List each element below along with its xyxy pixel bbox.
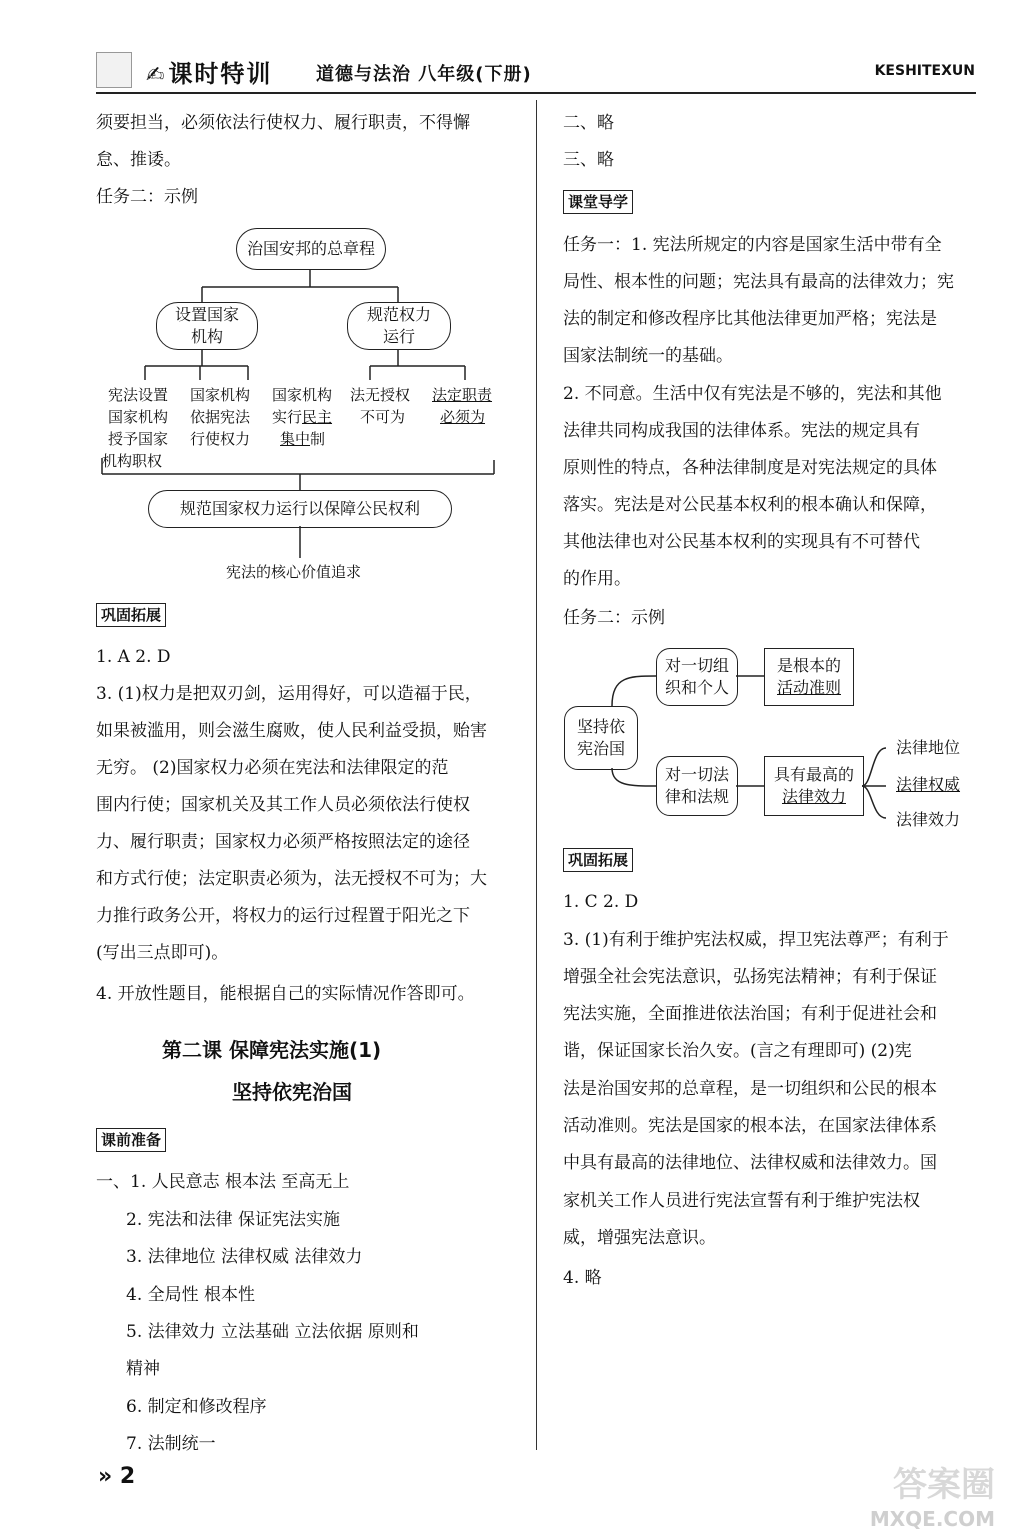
section-tag: 巩固拓展 [96, 603, 166, 627]
diagram2-branch: 法律效力 [896, 810, 961, 829]
node-line: 机构 [190, 327, 223, 346]
right-line: 其他法律也对公民基本权利的实现具有不可替代 [563, 532, 920, 552]
answer-line: 围内行使；国家机关及其工作人员必须依法行使权 [96, 795, 470, 815]
task2-label: 任务二：示例 [563, 608, 665, 628]
diagram1-caption: 宪法的核心价值追求 [226, 563, 362, 581]
pen-icon: ✍ [146, 63, 167, 88]
node-line: 对一切法 [664, 765, 729, 784]
col-underlined: 法定职责 [432, 386, 493, 404]
node-line: 运行 [382, 327, 415, 346]
answer-line: 无穷。 (2)国家权力必须在宪法和法律限定的范 [96, 758, 449, 778]
col-text: 实行 [272, 408, 303, 426]
left-para-line: 怠、推诿。 [96, 150, 181, 170]
page-number-text: 2 [119, 1464, 136, 1489]
col-line: 国家机构 [108, 408, 169, 426]
node-line: 坚持依 [576, 717, 625, 736]
answer-line: 活动准则。宪法是国家的根本法，在国家法律体系 [563, 1116, 937, 1136]
right-line: 的作用。 [563, 569, 631, 589]
right-line: 三、略 [563, 150, 614, 170]
answer-line: 力、履行职责；国家权力必须严格按照法定的途径 [96, 832, 470, 852]
col-text: 制 [310, 430, 326, 448]
answer-line: 1. A 2. D [96, 647, 171, 667]
section-tag: 课前准备 [96, 1128, 166, 1152]
answer-line: (写出三点即可)。 [96, 943, 229, 963]
col-line: 授予国家 [108, 430, 169, 448]
col-line: 宪法设置 [108, 386, 169, 404]
answer-line: 和方式行使；法定职责必须为，法无授权不可为；大 [96, 869, 487, 889]
answer-line: 3. (1)权力是把双刃剑，运用得好，可以造福于民， [96, 684, 482, 704]
right-line: 局性、根本性的问题；宪法具有最高的法律效力；宪 [563, 272, 954, 292]
col-underlined: 集中 [280, 430, 311, 448]
col-line: 行使权力 [190, 430, 251, 448]
node-line: 宪治国 [576, 739, 625, 758]
col-line: 依据宪法 [190, 408, 251, 426]
task2-label: 任务二：示例 [96, 187, 198, 207]
answer-line: 增强全社会宪法意识，弘扬宪法精神；有利于保证 [563, 967, 937, 987]
col-underlined: 民主 [302, 408, 333, 426]
double-chevron-icon: » [98, 1464, 113, 1489]
diagram2-lower-node [656, 756, 738, 816]
subject-title: 道德与法治 八年级(下册) [316, 64, 532, 85]
header-english: KESHITEXUN [874, 63, 975, 79]
answer-line: 威，增强宪法意识。 [563, 1228, 716, 1248]
prep-line: 一、1. 人民意志 根本法 至高无上 [96, 1172, 350, 1192]
prep-line: 7. 法制统一 [126, 1434, 216, 1454]
diagram1-top-node: 治国安邦的总章程 [236, 228, 386, 270]
right-line: 原则性的特点，各种法律制度是对宪法规定的具体 [563, 458, 937, 478]
prep-line: 精神 [126, 1359, 160, 1379]
answer-line: 如果被滥用，则会滋生腐败，使人民利益受损，贻害 [96, 721, 487, 741]
answer-line: 宪法实施，全面推进依法治国；有利于促进社会和 [563, 1004, 937, 1024]
right-line: 法的制定和修改程序比其他法律更加严格；宪法是 [563, 309, 937, 329]
node-underlined: 活动准则 [776, 678, 841, 697]
prep-line: 5. 法律效力 立法基础 立法依据 原则和 [126, 1322, 419, 1342]
page-number [98, 1464, 135, 1489]
lesson-subtitle: 坚持依宪治国 [232, 1080, 352, 1104]
col-line: 国家机构 [190, 386, 251, 404]
node-line: 织和个人 [664, 678, 729, 697]
prep-line: 3. 法律地位 法律权威 法律效力 [126, 1247, 363, 1267]
diagram2-upper-result [764, 648, 854, 706]
right-line: 二、略 [563, 113, 614, 133]
left-para-line: 须要担当，必须依法行使权力、履行职责，不得懈 [96, 113, 470, 133]
section-tag: 巩固拓展 [563, 848, 633, 872]
node-line: 对一切组 [664, 656, 729, 675]
node-line: 是根本的 [776, 656, 841, 675]
col-underlined: 必须为 [440, 408, 486, 426]
node-line: 律和法规 [664, 787, 729, 806]
answer-line: 谐，保证国家长治久安。(言之有理即可) (2)宪 [563, 1041, 912, 1061]
node-underlined: 法律效力 [781, 787, 846, 806]
col-line: 机构职权 [102, 452, 163, 470]
section-tag: 课堂导学 [563, 190, 633, 214]
answer-line: 3. (1)有利于维护宪法权威，捍卫宪法尊严；有利于 [563, 930, 949, 950]
node-line: 具有最高的 [773, 765, 854, 784]
diagram2-lower-result [764, 756, 864, 816]
right-line: 2. 不同意。生活中仅有宪法是不够的，宪法和其他 [563, 384, 942, 404]
watermark-url: MXQE.COM [869, 1507, 995, 1531]
answer-line: 力推行政务公开，将权力的运行过程置于阳光之下 [96, 906, 470, 926]
col-line: 国家机构 [272, 386, 333, 404]
brand-text: 课时特训 [168, 60, 273, 88]
diagram2-upper-node [656, 648, 738, 706]
diagram2-center-node [564, 706, 638, 770]
answer-line: 1. C 2. D [563, 892, 639, 912]
right-line: 落实。宪法是对公民基本权利的根本确认和保障， [563, 495, 937, 515]
prep-line: 4. 全局性 根本性 [126, 1285, 256, 1305]
watermark [869, 1465, 995, 1536]
lesson-title: 第二课 保障宪法实施(1) [162, 1038, 382, 1062]
col-line: 法无授权 [350, 386, 411, 404]
watermark-logo: 答案圈 [893, 1465, 995, 1505]
node-line: 规范权力 [366, 305, 431, 324]
diagram2-branch: 法律权威 [896, 775, 961, 794]
diagram2-branch: 法律地位 [896, 738, 961, 757]
diagram1-bottom-node: 规范国家权力运行以保障公民权利 [148, 490, 452, 528]
answer-line: 4. 开放性题目，能根据自己的实际情况作答即可。 [96, 984, 475, 1004]
answer-line: 中具有最高的法律地位、法律权威和法律效力。国 [563, 1153, 937, 1173]
node-line: 设置国家 [174, 305, 239, 324]
col-line: 不可为 [360, 408, 406, 426]
right-line: 法律共同构成我国的法律体系。宪法的规定具有 [563, 421, 920, 441]
answer-line: 家机关工作人员进行宪法宣誓有利于维护宪法权 [563, 1191, 920, 1211]
prep-line: 2. 宪法和法律 保证宪法实施 [126, 1210, 341, 1230]
right-line: 任务一：1. 宪法所规定的内容是国家生活中带有全 [563, 235, 942, 255]
prep-line: 6. 制定和修改程序 [126, 1397, 267, 1417]
right-line: 国家法制统一的基础。 [563, 346, 733, 366]
answer-line: 法是治国安邦的总章程，是一切组织和公民的根本 [563, 1079, 937, 1099]
answer-line: 4. 略 [563, 1268, 602, 1288]
